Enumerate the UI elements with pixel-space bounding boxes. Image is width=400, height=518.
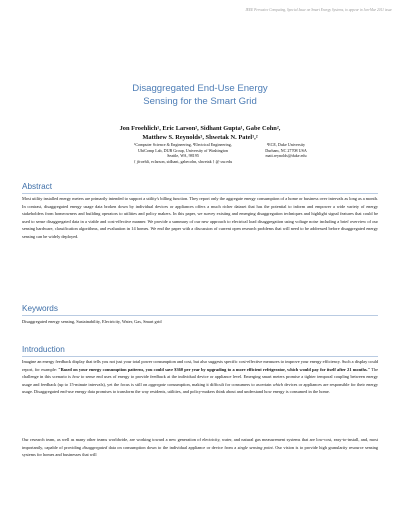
intro-p2-emph-single-point: single sensing point <box>237 444 273 450</box>
keywords-heading: Keywords <box>22 304 58 313</box>
affiliation-duke-email: matt.reynolds@duke.edu <box>265 153 307 159</box>
affiliation-duke <box>246 142 326 159</box>
affiliation-uw-emails: { jfroehli, eclarson, sidhant, gabecohn, shwetak } @ uw.edu <box>133 158 233 164</box>
intro-p1-text-d: consumption, making it difficult for consumers to ascertain <box>165 381 273 387</box>
intro-p1-text-c: to sense end uses of energy to provide feedback at the individual device or appliance level. Emerging smart meters promise a tighter temporal coupling between energy usage and feedback (up to 15-minute intervals), yet the focus is still on <box>22 374 378 387</box>
keywords-text: Disaggregated energy sensing, Sustainability, Electricity, Water, Gas, Smart grid <box>22 319 162 324</box>
affiliation-uw-line-2: UbiComp Lab, DUB Group, University of Washington <box>138 147 228 153</box>
affiliation-uw-line-3: Seattle, WA, 98195 <box>167 153 199 159</box>
affiliation-duke-line-2: Durham, NC 27708 USA <box>265 147 307 153</box>
author-line-2: Matthew S. Reynolds³, Shwetak N. Patel¹,² <box>142 133 258 141</box>
author-list <box>0 125 400 142</box>
intro-p1-emph-which: which <box>272 381 284 387</box>
intro-p2-text-c: . Our vision is to provide high granularity resource sensing systems for homes and businesses that will <box>22 444 378 458</box>
abstract-rule <box>22 193 378 194</box>
affiliation-uw-line-1: ¹Computer Science & Engineering, ²Electrical Engineering, <box>134 142 232 147</box>
abstract-text: Most utility installed energy meters are primarily intended to support a utility's billing function. They report only the aggregate energy consumption of a home or business over intervals as long as a month. In contrast, disaggregated energy usage data broken down by individual devices or appliances offers a much richer dataset that has the potential to inform and empower a wide variety of energy stakeholders from homeowners and building operators to utilities and policy makers. In this paper, we survey existing and emerging disaggregation techniques and highlight signal features that could be used to sense disaggregated data in a viable and cost-effective manner. We provide a summary of our new approach to electrical load disaggregation using voltage noise including a brief overview of our sensing hardware, classification algorithms, and evaluation in 14 homes. We end the paper with a discussion of current open research problems that will need to be addressed before disaggregated energy sensing can be widely deployed. <box>22 196 378 239</box>
title-line-2: Sensing for the Smart Grid <box>143 96 257 107</box>
title-line-1: Disaggregated End-Use Energy <box>132 83 268 94</box>
intro-p1-emph-aggregate: aggregate <box>148 381 166 387</box>
affiliation-duke-line-1: ³ECE, Duke University <box>266 142 306 147</box>
intro-p1-quote: "Based on your energy consumption patterns, you could save $360 per year by upgrading to a more efficient refrigerator, which would pay for itself after 21 months." <box>58 366 371 372</box>
introduction-heading: Introduction <box>22 345 65 354</box>
introduction-paragraph-1 <box>22 358 378 396</box>
introduction-rule <box>22 356 378 357</box>
intro-p2-text-a: Our research team, as well as many other teams worldwide, are working toward a new generation of electricity, water, and natural gas measurement systems that are low-cost, easy-to-install, and, most importantly, capable of providing <box>22 437 378 450</box>
affiliation-uw <box>108 142 258 164</box>
keywords-rule <box>22 315 378 316</box>
intro-p1-text-b: The challenge in this scenario is <box>22 366 379 380</box>
introduction-paragraph-2 <box>22 436 378 459</box>
intro-p2-emph-disaggregated: disaggregated <box>82 444 108 450</box>
running-header: IEEE Pervasive Computing, Special Issue on Smart Energy Systems, to appear in Jan-Mar 2011 issue <box>245 8 392 12</box>
intro-p1-text-a: Imagine an energy feedback display that tells you not just your total power consumption and cost, but also suggests specific cost-effective measures to improve your energy efficiency. Such a display could report, for example: <box>22 359 378 372</box>
intro-p1-text-e: devices or appliances are responsible for their energy usage. Disaggregated end-use energy data promises to transform the way residents, utilities, and policy-makers think about and understand how energy is consumed in the home. <box>22 381 378 395</box>
intro-p2-text-b: data on consumption down to the individual appliance or device from a <box>107 444 238 450</box>
intro-p1-emph-how: how <box>72 374 80 380</box>
author-line-1: Jon Froehlich¹, Eric Larson², Sidhant Gupta¹, Gabe Cohn², <box>119 125 281 132</box>
abstract-heading: Abstract <box>22 182 53 191</box>
paper-title <box>0 82 400 108</box>
